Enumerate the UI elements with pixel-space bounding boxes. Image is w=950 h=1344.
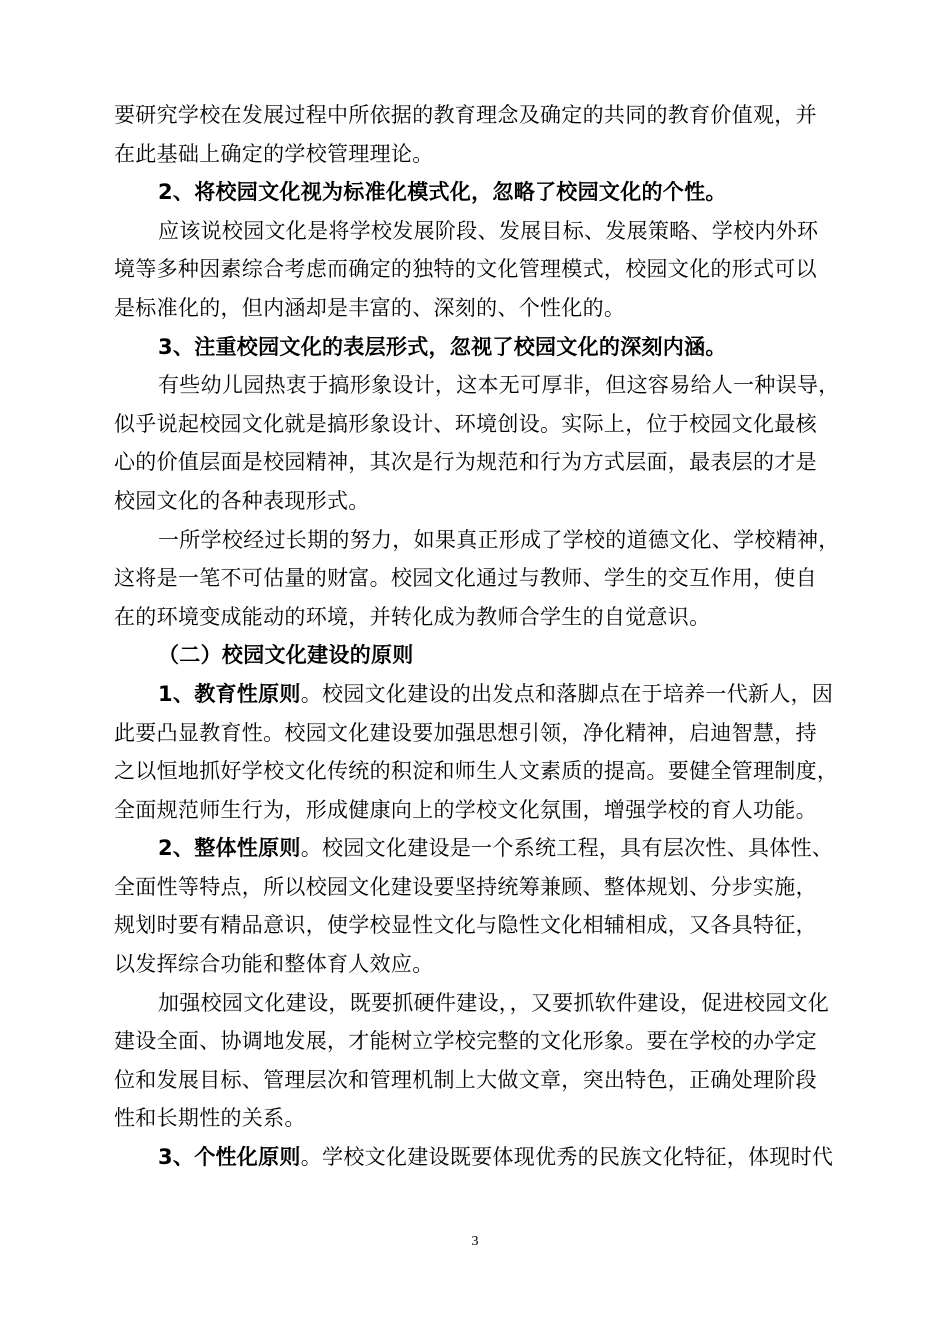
body-line: 心的价值层面是校园精神，其次是行为规范和行为方式层面，最表层的才是 [114, 450, 817, 475]
body-line: 建设全面、协调地发展，才能树立学校完整的文化形象。要在学校的办学定 [114, 1029, 817, 1054]
principle-lead: 3、个性化原则 [158, 1145, 301, 1170]
body-line: 要研究学校在发展过程中所依据的教育理念及确定的共同的教育价值观，并 [114, 103, 817, 127]
body-line: 之以恒地抓好学校文化传统的积淀和师生人文素质的提高。要健全管理制度， [114, 759, 839, 784]
body-line: 性和长期性的关系。 [114, 1106, 306, 1131]
body-line: 位和发展目标、管理层次和管理机制上大做文章，突出特色，正确处理阶段 [114, 1067, 817, 1092]
page-number: 3 [471, 1234, 479, 1249]
section-heading: 3、注重校园文化的表层形式，忽视了校园文化的深刻内涵。 [158, 334, 727, 359]
body-line: 在的环境变成能动的环境，并转化成为教师合学生的自觉意识。 [114, 604, 711, 629]
body-text: 。校园文化建设是一个系统工程，具有层次性、具体性、 [300, 836, 834, 861]
principle-lead: 1、教育性原则 [158, 681, 301, 706]
body-text: 。校园文化建设的出发点和落脚点在于培养一代新人，因 [300, 681, 834, 706]
body-line: 境等多种因素综合考虑而确定的独特的文化管理模式，校园文化的形式可以 [114, 257, 817, 282]
body-line: 有些幼儿园热衷于搞形象设计，这本无可厚非，但这容易给人一种误导， [158, 373, 840, 398]
body-line: 是标准化的，但内涵却是丰富的、深刻的、个性化的。 [114, 295, 626, 320]
body-line: 一所学校经过长期的努力，如果真正形成了学校的道德文化、学校精神， [158, 527, 840, 552]
principle-lead: 2、整体性原则 [158, 836, 301, 861]
body-line: 此要凸显教育性。校园文化建设要加强思想引领，净化精神，启迪智慧，持 [114, 720, 817, 745]
body-line [114, 1138, 856, 1177]
body-line: 应该说校园文化是将学校发展阶段、发展目标、发展策略、学校内外环 [158, 218, 819, 243]
body-line: 似乎说起校园文化就是搞形象设计、环境创设。实际上，位于校园文化最核 [114, 411, 817, 436]
body-line: 规划时要有精品意识，使学校显性文化与隐性文化相辅相成，又各具特征， [114, 913, 817, 938]
body-line: 以发挥综合功能和整体育人效应。 [114, 952, 434, 977]
body-line: 全面规范师生行为，形成健康向上的学校文化氛围，增强学校的育人功能。 [114, 797, 817, 822]
document-body [114, 96, 856, 1177]
body-text: 。学校文化建设既要体现优秀的民族文化特征，体现时代 [300, 1145, 834, 1170]
chapter-heading: （二）校园文化建设的原则 [158, 643, 414, 668]
body-line [114, 829, 856, 868]
body-line: 在此基础上确定的学校管理理论。 [114, 141, 434, 166]
body-line [114, 675, 856, 714]
body-line: 这将是一笔不可估量的财富。校园文化通过与教师、学生的交互作用，使自 [114, 566, 817, 591]
body-line: 校园文化的各种表现形式。 [114, 488, 370, 513]
section-heading: 2、将校园文化视为标准化模式化，忽略了校园文化的个性。 [158, 180, 727, 205]
body-line: 加强校园文化建设，既要抓硬件建设，，又要抓软件建设，促进校园文化 [158, 990, 830, 1015]
body-line: 全面性等特点，所以校园文化建设要坚持统筹兼顾、整体规划、分步实施， [114, 874, 817, 899]
